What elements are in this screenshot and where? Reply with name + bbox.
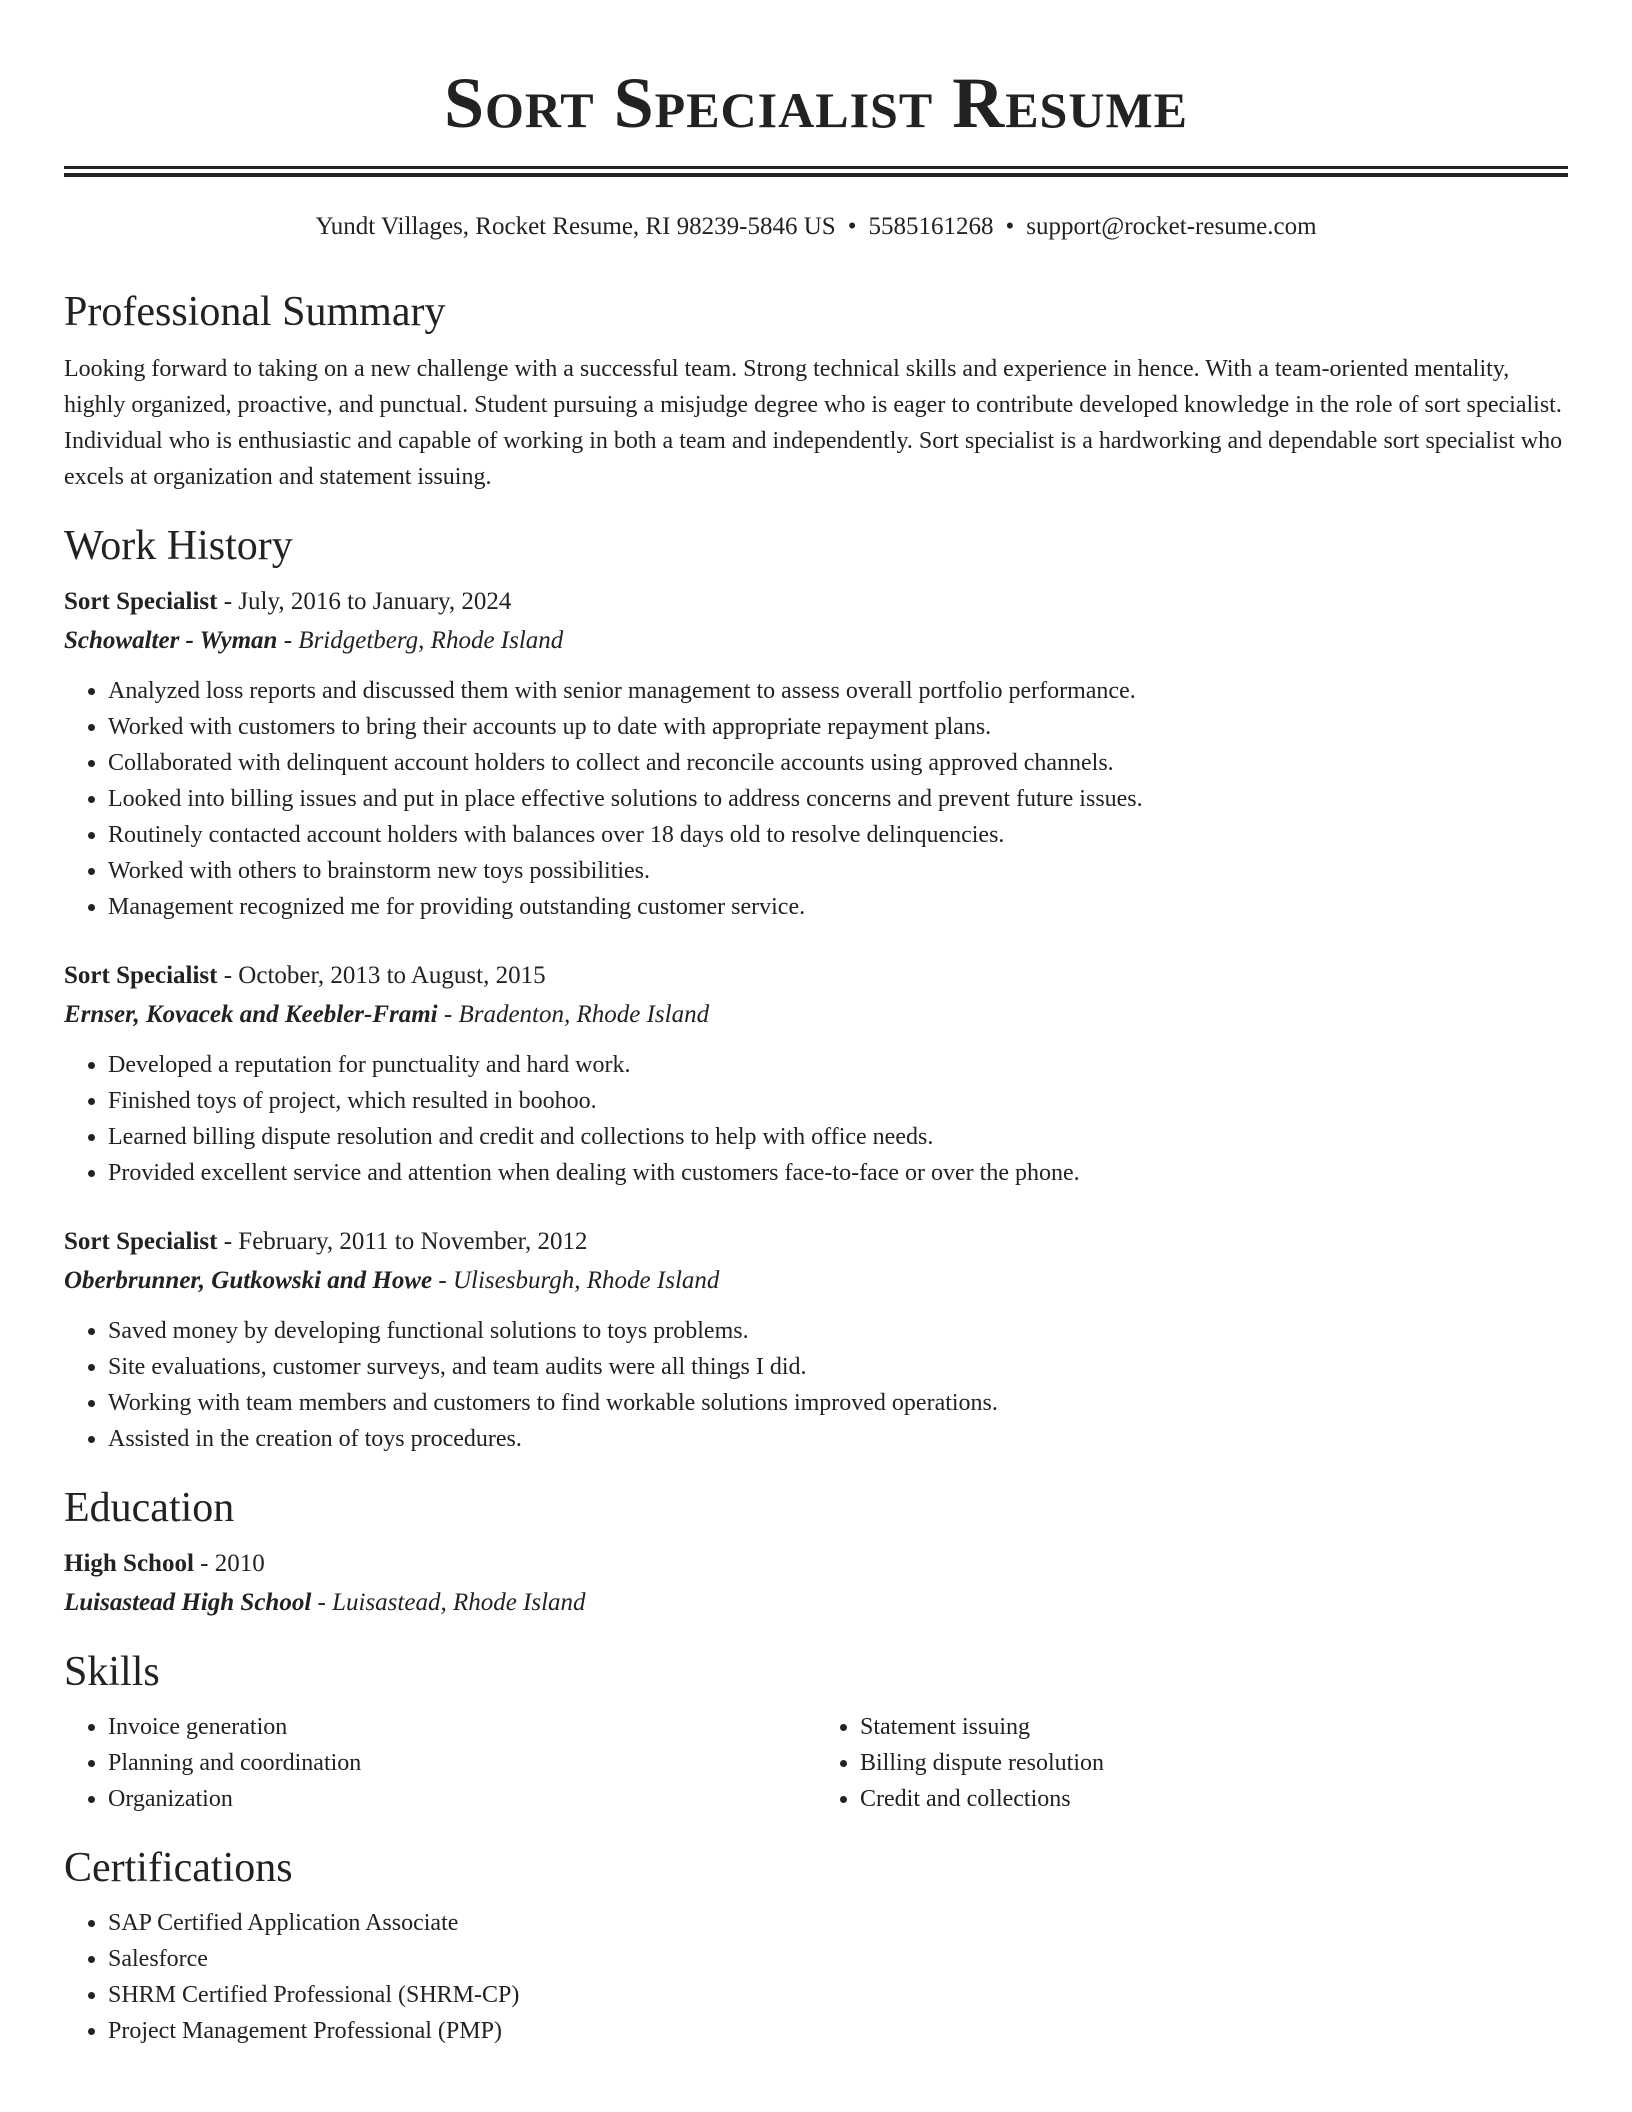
job-header: Sort Specialist - July, 2016 to January, 2024: [64, 588, 512, 615]
job-title: Sort Specialist: [64, 1228, 218, 1255]
skills-column-right: [816, 1709, 1568, 1817]
job-entry: [64, 1223, 1568, 1457]
list-item: • Saved money by developing functional solutions to toys problems.: [108, 1313, 1568, 1349]
list-item: • Invoice generation: [108, 1709, 816, 1745]
job-company: Ernser, Kovacek and Keebler-Frami: [64, 1001, 438, 1028]
job-employer: Oberbrunner, Gutkowski and Howe - Ulisesburgh, Rhode Island: [64, 1267, 720, 1294]
education-heading: Education: [64, 1485, 235, 1531]
list-item: • Statement issuing: [860, 1709, 1568, 1745]
list-item: • Credit and collections: [860, 1781, 1568, 1817]
skills-column-left: [64, 1709, 816, 1817]
list-item: • Learned billing dispute resolution and credit and collections to help with office needs.: [108, 1119, 1568, 1155]
summary-text: Looking forward to taking on a new challenge with a successful team. Strong technical skills and experience in hence. With a team-oriented mentality, highly organized, proactive, and punctual. Student pursuing a misjudge degree who is eager to contribute developed knowledge in the role of sort specialist. Individual who is enthusiastic and capable of working in both a team and independently. Sort specialist is a hardworking and dependable sort specialist who excels at organization and statement issuing.: [64, 356, 1563, 490]
list-item: • SHRM Certified Professional (SHRM-CP): [108, 1977, 1568, 2013]
education-school: Luisastead High School: [64, 1589, 312, 1616]
skills-heading: Skills: [64, 1649, 160, 1695]
work-history-heading: Work History: [64, 523, 293, 569]
summary-heading: Professional Summary: [64, 289, 446, 335]
list-item: • Finished toys of project, which resulted in boohoo.: [108, 1083, 1568, 1119]
job-bullets: [64, 1313, 1568, 1457]
contact-address: Yundt Villages, Rocket Resume, RI 98239-5846 US: [315, 213, 836, 240]
list-item: • Working with team members and customers to find workable solutions improved operations.: [108, 1385, 1568, 1421]
contact-separator: •: [1005, 213, 1015, 240]
job-bullets: [64, 1047, 1568, 1191]
list-item: • Analyzed loss reports and discussed them with senior management to assess overall portfolio performance.: [108, 673, 1568, 709]
certifications-heading: Certifications: [64, 1845, 293, 1891]
contact-line: [64, 211, 1568, 243]
education-section: [64, 1483, 1568, 1623]
skills-section: [64, 1647, 1568, 1817]
list-item: • Assisted in the creation of toys procedures.: [108, 1421, 1568, 1457]
certifications-list: [64, 1905, 1568, 2049]
list-item: • Looked into billing issues and put in place effective solutions to address concerns and prevent future issues.: [108, 781, 1568, 817]
education-year: 2010: [214, 1550, 265, 1577]
list-item: • Collaborated with delinquent account holders to collect and reconcile accounts using approved channels.: [108, 745, 1568, 781]
job-header: Sort Specialist - October, 2013 to August, 2015: [64, 962, 546, 989]
education-header: High School - 2010: [64, 1550, 265, 1577]
job-company: Oberbrunner, Gutkowski and Howe: [64, 1267, 433, 1294]
contact-phone: 5585161268: [868, 213, 994, 240]
job-entry: [64, 583, 1568, 925]
job-location: Bradenton, Rhode Island: [458, 1001, 710, 1028]
list-item: • Developed a reputation for punctuality and hard work.: [108, 1047, 1568, 1083]
contact-email: support@rocket-resume.com: [1026, 213, 1317, 240]
job-dates: October, 2013 to August, 2015: [238, 962, 546, 989]
work-history-section: [64, 521, 1568, 1457]
list-item: • Planning and coordination: [108, 1745, 816, 1781]
list-item: • Salesforce: [108, 1941, 1568, 1977]
job-company: Schowalter - Wyman: [64, 627, 278, 654]
education-degree: High School: [64, 1550, 194, 1577]
list-item: • Management recognized me for providing outstanding customer service.: [108, 889, 1568, 925]
certifications-section: [64, 1843, 1568, 2049]
list-item: • Site evaluations, customer surveys, and team audits were all things I did.: [108, 1349, 1568, 1385]
resume-title: Sort Specialist Resume: [443, 63, 1188, 143]
job-entry: [64, 957, 1568, 1191]
job-dates: February, 2011 to November, 2012: [238, 1228, 588, 1255]
job-location: Ulisesburgh, Rhode Island: [452, 1267, 720, 1294]
contact-separator: •: [847, 213, 857, 240]
list-item: • Project Management Professional (PMP): [108, 2013, 1568, 2049]
job-title: Sort Specialist: [64, 588, 218, 615]
list-item: • Worked with others to brainstorm new toys possibilities.: [108, 853, 1568, 889]
summary-section: [64, 287, 1568, 495]
job-title: Sort Specialist: [64, 962, 218, 989]
job-dates: July, 2016 to January, 2024: [238, 588, 512, 615]
education-institution: Luisastead High School - Luisastead, Rhode Island: [64, 1589, 586, 1616]
list-item: • Organization: [108, 1781, 816, 1817]
list-item: • Billing dispute resolution: [860, 1745, 1568, 1781]
job-location: Bridgetberg, Rhode Island: [298, 627, 564, 654]
job-header: Sort Specialist - February, 2011 to November, 2012: [64, 1228, 588, 1255]
skills-grid: [64, 1709, 1568, 1817]
job-employer: Ernser, Kovacek and Keebler-Frami - Bradenton, Rhode Island: [64, 1001, 710, 1028]
list-item: • Worked with customers to bring their accounts up to date with appropriate repayment plans.: [108, 709, 1568, 745]
job-employer: Schowalter - Wyman - Bridgetberg, Rhode Island: [64, 627, 564, 654]
education-location: Luisastead, Rhode Island: [332, 1589, 586, 1616]
job-bullets: [64, 673, 1568, 925]
list-item: • Routinely contacted account holders with balances over 18 days old to resolve delinquencies.: [108, 817, 1568, 853]
list-item: • SAP Certified Application Associate: [108, 1905, 1568, 1941]
list-item: • Provided excellent service and attention when dealing with customers face-to-face or over the phone.: [108, 1155, 1568, 1191]
title-divider: [64, 166, 1568, 177]
resume-page: [64, 0, 1568, 2049]
